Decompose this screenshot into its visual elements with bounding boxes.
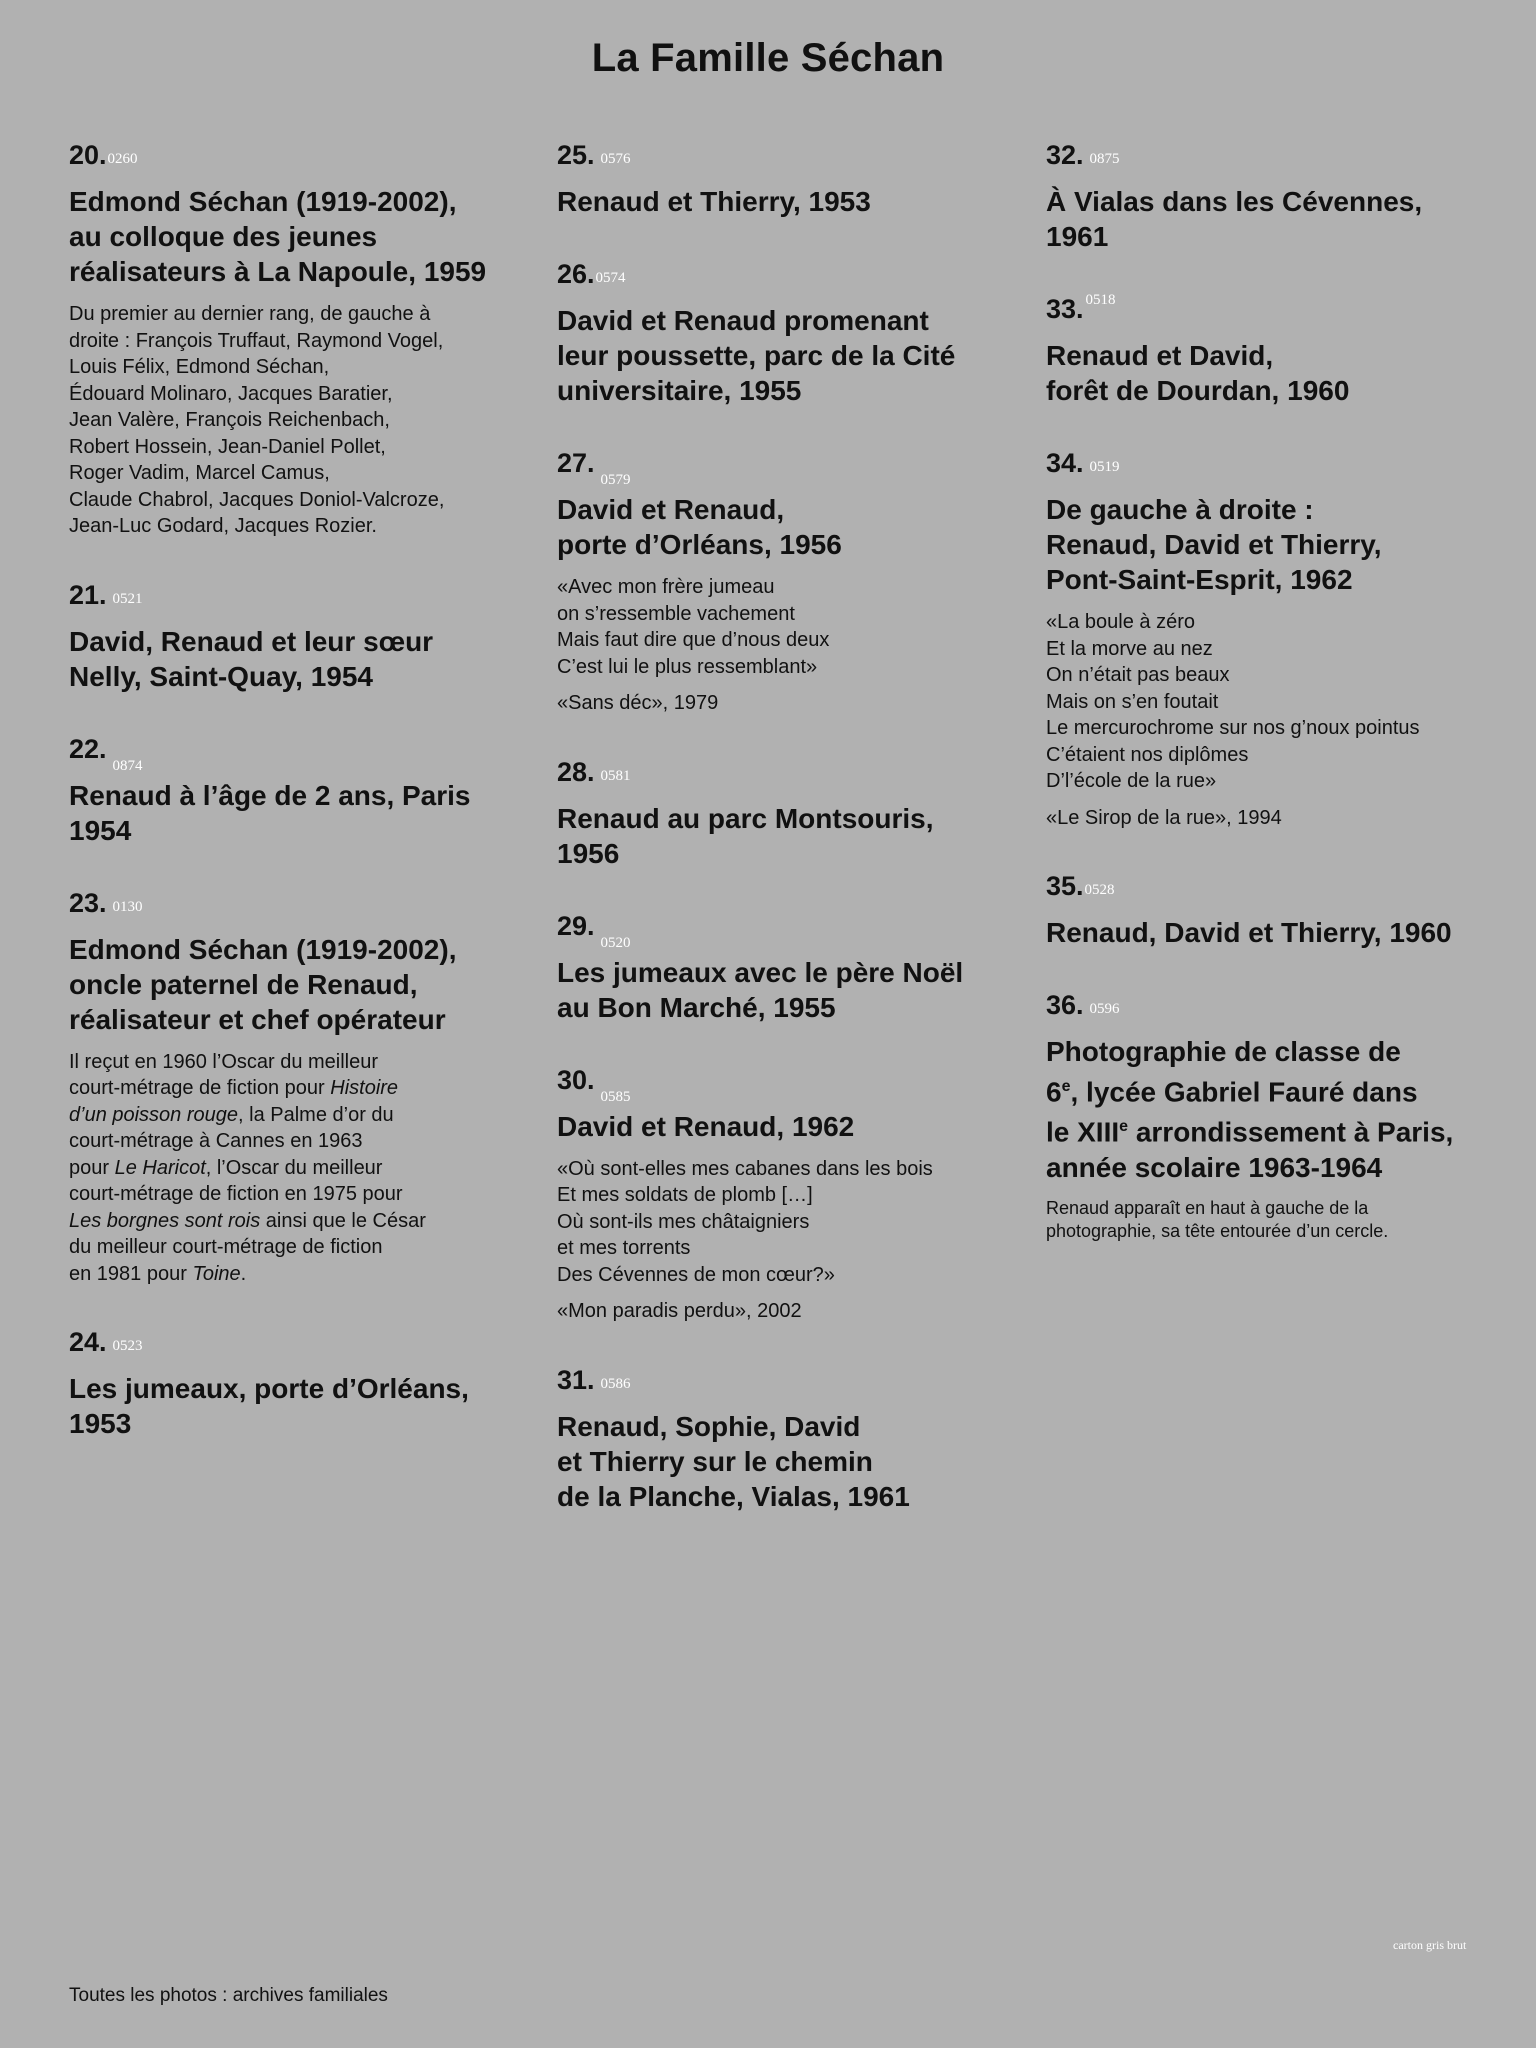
- entry-number: 32.: [1046, 140, 1084, 170]
- superscript: e: [1061, 1078, 1071, 1095]
- inventory-code: 0260: [107, 151, 138, 167]
- desc-text: .: [240, 1262, 247, 1285]
- heading-line: Photographie de classe de: [1046, 1036, 1401, 1067]
- entry-number: 25.: [557, 140, 595, 170]
- inventory-code: 0521: [112, 590, 143, 607]
- entry-35: [1046, 871, 1486, 950]
- entry-24: [69, 1327, 509, 1441]
- entry-33: [1046, 294, 1486, 408]
- entry-description: [69, 1049, 509, 1288]
- desc-text: , l’Oscar du meilleur court-métrage de fiction en 1975 pour: [69, 1156, 403, 1205]
- entry-heading: À Vialas dans les Cévennes, 1961: [1046, 186, 1423, 252]
- entry-36: [1046, 990, 1486, 1243]
- column-3: [1046, 140, 1486, 1283]
- entry-25: [557, 140, 997, 219]
- inventory-code: 0576: [600, 151, 631, 167]
- entry-number: 20.: [69, 140, 107, 170]
- entry-number: 31.: [557, 1364, 595, 1395]
- entry-heading: David, Renaud et leur sœur Nelly, Saint-Quay, 1954: [69, 625, 434, 692]
- entry-heading: David et Renaud, 1962: [557, 1110, 855, 1142]
- inventory-code: 0523: [112, 1338, 143, 1354]
- heading-text: 6: [1046, 1076, 1062, 1108]
- entry-number: 26.: [557, 259, 595, 289]
- desc-text: , la Palme d’or du court-métrage à Cannes en 1963 pour: [69, 1103, 394, 1179]
- entry-number: 36.: [1046, 990, 1084, 1020]
- song-quote: «Où sont-elles mes cabanes dans les bois Et mes soldats de plomb […] Où sont-ils mes châtaigniers et mes torrents Des Cévennes de mon cœur?»: [557, 1157, 933, 1286]
- entry-number: 23.: [69, 887, 107, 918]
- inventory-code: 0130: [112, 898, 143, 915]
- entry-31: [557, 1365, 997, 1514]
- entry-description: Renaud apparaît en haut à gauche de la photographie, sa tête entourée d’un cercle.: [1046, 1197, 1389, 1241]
- inventory-code: 0596: [1089, 1001, 1120, 1017]
- entry-heading: Renaud, Sophie, David et Thierry sur le chemin de la Planche, Vialas, 1961: [557, 1410, 910, 1512]
- superscript: e: [1119, 1118, 1129, 1136]
- entry-heading: Les jumeaux avec le père Noël au Bon Marché, 1955: [557, 956, 964, 1023]
- inventory-code: 0519: [1089, 459, 1120, 475]
- entry-number: 21.: [69, 579, 107, 610]
- entry-heading: Les jumeaux, porte d’Orléans, 1953: [69, 1373, 469, 1439]
- photo-credit: Toutes les photos : archives familiales: [69, 1985, 388, 2006]
- entry-22: [69, 734, 509, 848]
- entry-28: [557, 757, 997, 871]
- entry-34: [1046, 448, 1486, 831]
- heading-text: le XIII: [1046, 1116, 1120, 1148]
- entry-heading: Renaud et David, forêt de Dourdan, 1960: [1046, 340, 1350, 406]
- inventory-code: 0528: [1084, 882, 1115, 898]
- entry-number: 24.: [69, 1327, 107, 1357]
- inventory-code: 0579: [600, 472, 631, 488]
- entry-23: [69, 888, 509, 1288]
- column-1: [69, 140, 509, 1481]
- column-2: [557, 140, 997, 1554]
- desc-text: ainsi que le César du meilleur court-métrage de fiction en 1981 pour: [69, 1209, 426, 1285]
- entry-heading: [1046, 1034, 1486, 1185]
- entry-21: [69, 580, 509, 694]
- entry-30: [557, 1065, 997, 1325]
- song-source: «Sans déc», 1979: [557, 692, 719, 714]
- entry-number: 33.: [1046, 294, 1084, 324]
- heading-line: année scolaire 1963-1964: [1046, 1151, 1383, 1183]
- entry-heading: Edmond Séchan (1919-2002), au colloque des jeunes réalisateurs à La Napoule, 1959: [69, 186, 487, 287]
- inventory-code: 0586: [600, 1375, 631, 1392]
- inventory-code: 0875: [1089, 151, 1120, 167]
- entry-26: [557, 259, 997, 408]
- inventory-code: 0581: [600, 767, 631, 784]
- heading-text: arrondissement à Paris,: [1128, 1116, 1454, 1148]
- entry-heading: Renaud à l’âge de 2 ans, Paris 1954: [69, 779, 471, 846]
- entry-number: 34.: [1046, 448, 1084, 478]
- song-quote: «La boule à zéro Et la morve au nez On n’était pas beaux Mais on s’en foutait Le mercurochrome sur nos g’noux pointus C’étaient nos diplômes D’l’école de la rue»: [1046, 611, 1420, 792]
- carton-note: carton gris brut: [1393, 1938, 1467, 1952]
- entry-20: [69, 140, 509, 540]
- inventory-code: 0585: [600, 1088, 631, 1105]
- heading-text: , lycée Gabriel Fauré dans: [1070, 1076, 1418, 1108]
- entry-heading: De gauche à droite : Renaud, David et Thierry, Pont-Saint-Esprit, 1962: [1046, 494, 1382, 595]
- film-title: Le Haricot: [114, 1156, 206, 1179]
- film-title: Toine: [192, 1262, 241, 1285]
- entry-number: 22.: [69, 733, 107, 764]
- entry-heading: Renaud, David et Thierry, 1960: [1046, 917, 1452, 948]
- song-quote: «Avec mon frère jumeau on s’ressemble vachement Mais faut dire que d’nous deux C’est lui le plus ressemblant»: [557, 576, 830, 678]
- entry-description: Du premier au dernier rang, de gauche à droite : François Truffaut, Raymond Vogel, Louis Félix, Edmond Séchan, Édouard Molinaro, Jacques Baratier, Jean Valère, François Reichenbach, Robert Hossein, Jean-Daniel Pollet, Roger Vadim, Marcel Camus, Claude Chabrol, Jacques Doniol-Valcroze, Jean-Luc Godard, Jacques Rozier.: [69, 303, 445, 537]
- film-title: Les borgnes sont rois: [69, 1209, 261, 1232]
- desc-text: Il reçut en 1960 l’Oscar du meilleur court-métrage de fiction pour: [69, 1050, 379, 1099]
- entry-heading: Renaud au parc Montsouris, 1956: [557, 802, 934, 869]
- entry-heading: Renaud et Thierry, 1953: [557, 186, 871, 217]
- entry-heading: David et Renaud, porte d’Orléans, 1956: [557, 494, 842, 560]
- entry-number: 27.: [557, 448, 595, 478]
- entry-29: [557, 911, 997, 1025]
- entry-heading: Edmond Séchan (1919-2002), oncle paternel de Renaud, réalisateur et chef opérateur: [69, 933, 457, 1035]
- film-title: Histoire d’un poisson rouge: [69, 1077, 399, 1126]
- entry-heading: David et Renaud promenant leur poussette, parc de la Cité universitaire, 1955: [557, 305, 956, 406]
- song-source: «Mon paradis perdu», 2002: [557, 1300, 802, 1322]
- entry-number: 29.: [557, 910, 595, 941]
- inventory-code: 0574: [595, 270, 626, 286]
- entry-27: [557, 448, 997, 717]
- inventory-code: 0520: [600, 934, 631, 951]
- page-title: La Famille Séchan: [591, 36, 945, 80]
- entry-32: [1046, 140, 1486, 254]
- entry-number: 28.: [557, 756, 595, 787]
- entry-number: 35.: [1046, 871, 1084, 901]
- inventory-code: 0874: [112, 757, 143, 774]
- entry-number: 30.: [557, 1064, 595, 1095]
- song-source: «Le Sirop de la rue», 1994: [1046, 806, 1282, 829]
- inventory-code: 0518: [1085, 292, 1116, 308]
